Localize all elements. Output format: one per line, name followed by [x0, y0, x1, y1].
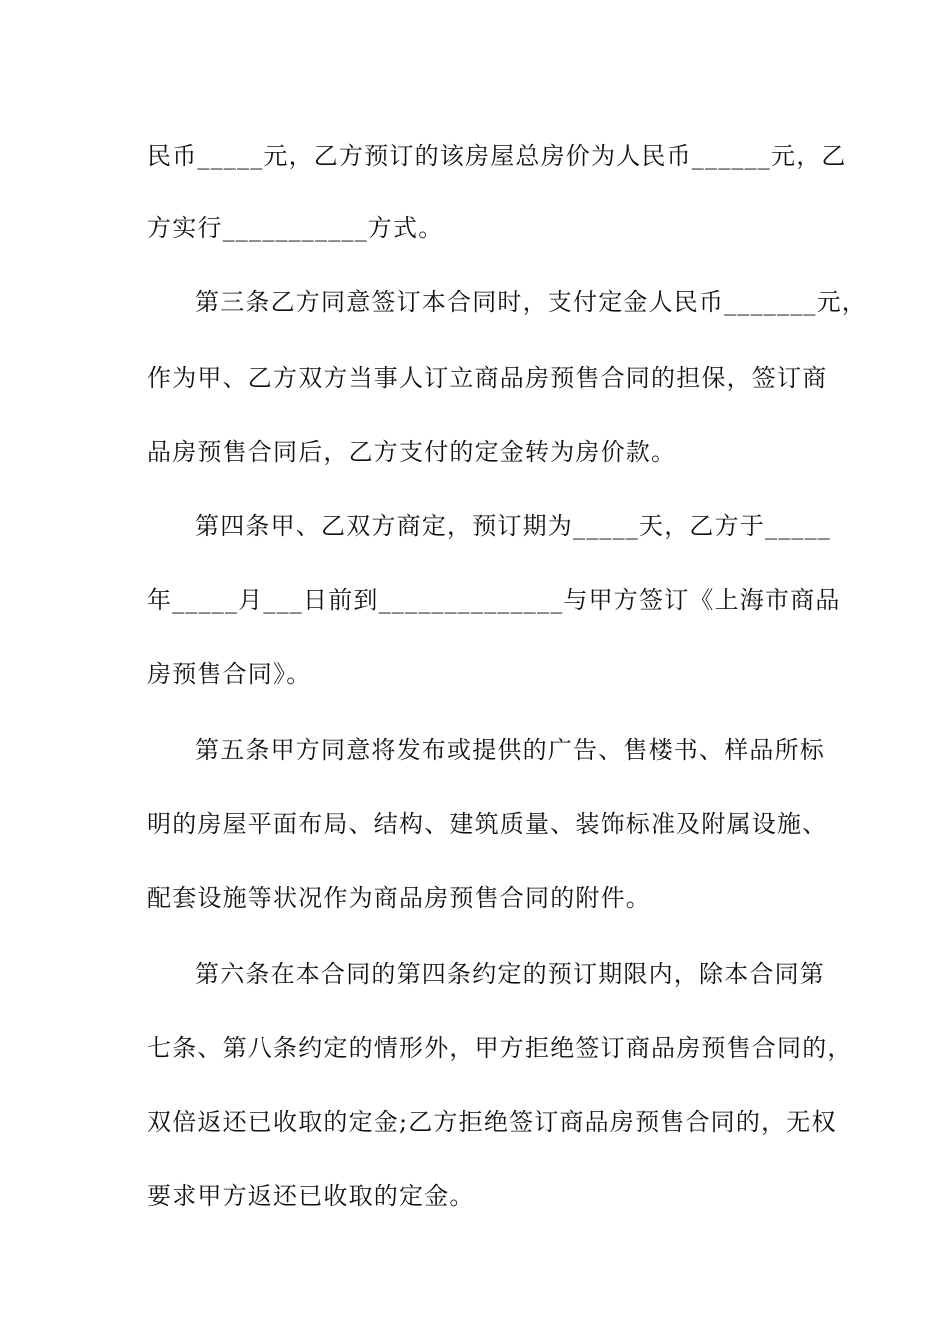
article-5-line-2: 明的房屋平面布局、结构、建筑质量、装饰标准及附属设施、	[147, 810, 828, 838]
article-4-line-3: 房预售合同》。	[147, 660, 312, 688]
article-5-line-3: 配套设施等状况作为商品房预售合同的附件。	[147, 884, 651, 912]
article-3-line-2: 作为甲、乙方双方当事人订立商品房预售合同的担保，签订商	[147, 364, 828, 392]
article-6-line-2: 七条、第八条约定的情形外，甲方拒绝签订商品房预售合同的，	[147, 1034, 853, 1062]
article-3-line-3: 品房预售合同后，乙方支付的定金转为房价款。	[147, 438, 677, 466]
article-5-line-1: 第五条甲方同意将发布或提供的广告、售楼书、样品所标	[195, 736, 825, 764]
article-4-line-2: 年_____月___日前到______________与甲方签订《上海市商品	[147, 586, 841, 614]
article-2-line-3: 方实行___________方式。	[147, 214, 444, 242]
article-3-line-1: 第三条乙方同意签订本合同时，支付定金人民币_______元，	[195, 288, 867, 316]
article-6-line-4: 要求甲方返还已收取的定金。	[147, 1182, 475, 1210]
article-4-line-1: 第四条甲、乙双方商定，预订期为_____天，乙方于_____	[195, 512, 831, 540]
article-2-line-2: 民币_____元，乙方预订的该房屋总房价为人民币______元，乙	[147, 142, 847, 170]
article-6-line-3: 双倍返还已收取的定金;乙方拒绝签订商品房预售合同的，无权	[147, 1108, 837, 1136]
article-6-line-1: 第六条在本合同的第四条约定的预订期限内，除本合同第	[195, 960, 825, 988]
